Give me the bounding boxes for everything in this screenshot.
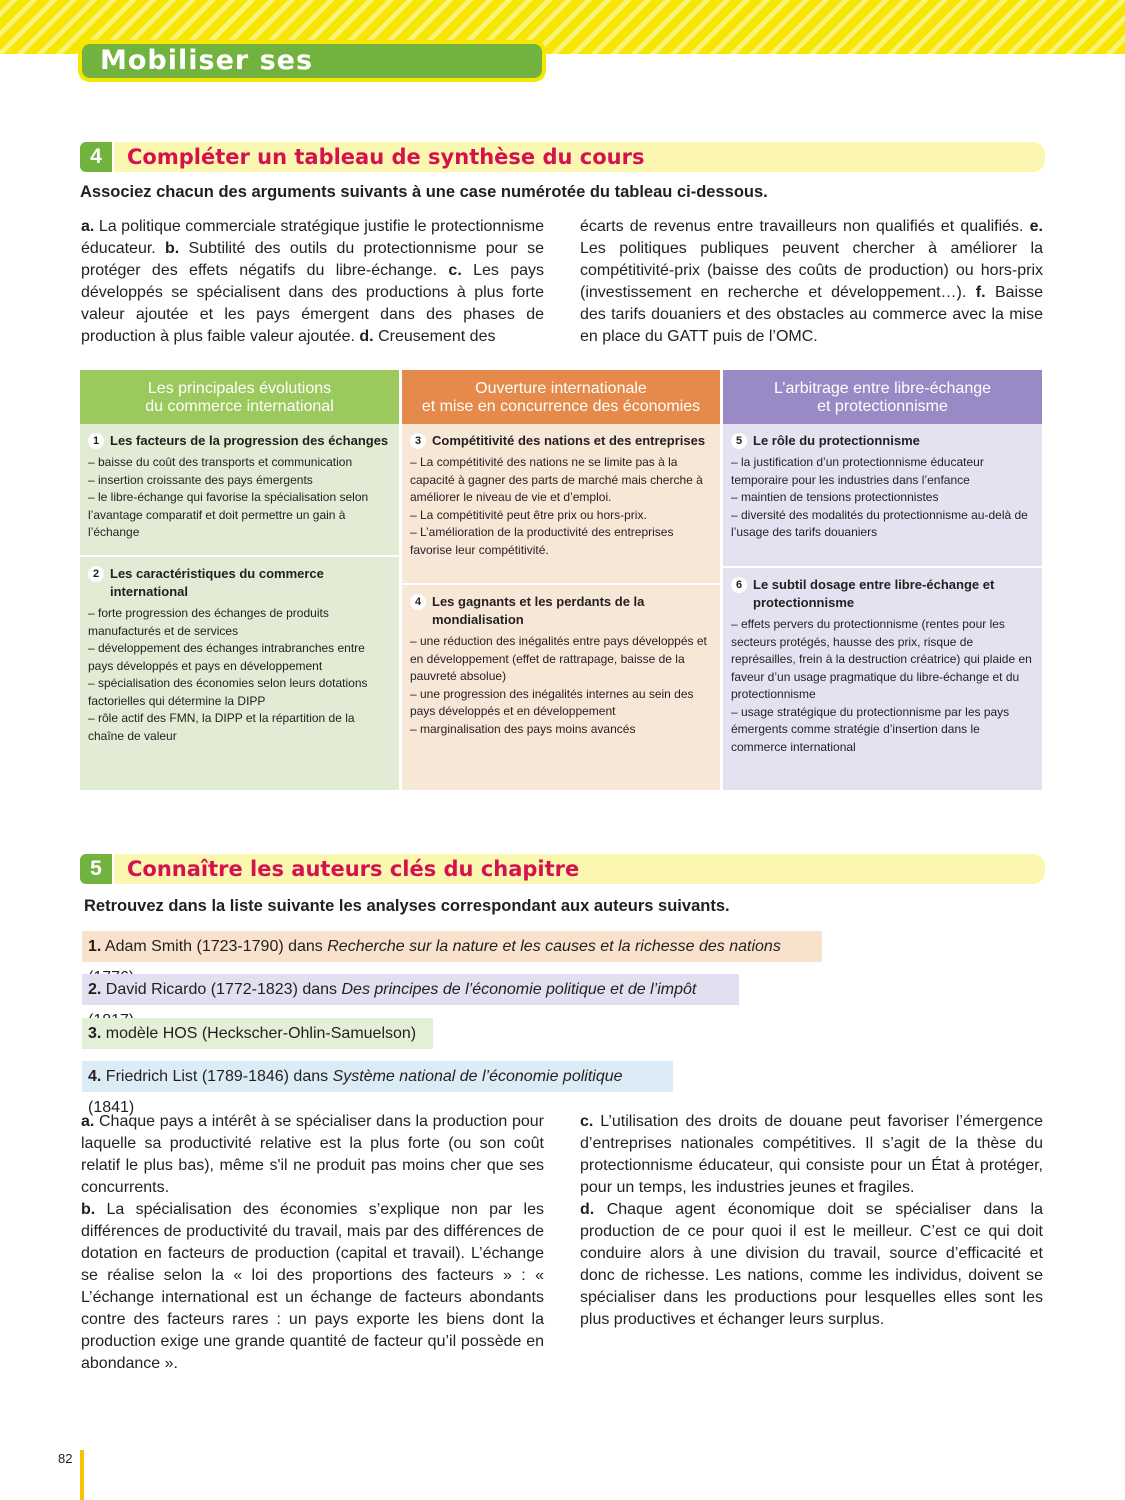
arg-b-text: Subtilité des outils du protectionnisme pour se protéger des effets négatifs du libre-échange. xyxy=(81,240,544,279)
section-4-title: Compléter un tableau de synthèse du cours xyxy=(127,145,645,169)
table-cell-1 xyxy=(80,424,399,542)
section-4-instruction: Associez chacun des arguments suivants à une case numérotée du tableau ci-dessous. xyxy=(80,183,768,201)
section-4-header xyxy=(80,142,1045,172)
cell-body-line: – La compétitivité des nations ne se limite pas à la capacité à gagner des parts de marché mais cherche à améliorer le niveau de vie et d’emploi. xyxy=(410,455,703,504)
analysis-letter: b. xyxy=(81,1201,96,1218)
analysis-text: Chaque agent économique doit se spécialiser dans la production de ce pour quoi il est le meilleur. C’est ce qui doit conduire alors à une division du travail, source d’efficacité et donc de richesse. Les nations, comme les individus, doivent se spécialiser dans les productions pour lesquelles elles sont les plus productives et échanger leurs surplus. xyxy=(580,1201,1043,1328)
cell-body xyxy=(410,633,712,738)
cell-body-line: – effets pervers du protectionnisme (rentes pour les secteurs protégés, hausse des prix, risque de représailles, frein à la destruction créatrice) qui plaide en faveur d’un usage pragmatique du libre-échange et du protectionnisme xyxy=(731,617,1032,701)
cell-body-line: – marginalisation des pays moins avancés xyxy=(410,721,636,736)
cell-body-line: – insertion croissante des pays émergents xyxy=(88,472,313,487)
cell-body-line: – baisse du coût des transports et communication xyxy=(88,455,353,469)
cell-body xyxy=(410,454,712,559)
cell-number-badge: 1 xyxy=(88,433,104,449)
column-header xyxy=(402,370,720,424)
column-header-line: L’arbitrage entre libre-échange xyxy=(773,380,992,397)
author-number: 4. xyxy=(88,1068,102,1085)
page-title: Mobiliser ses connaissances xyxy=(78,40,546,82)
cell-body-line: – La compétitivité peut être prix ou hors-prix. xyxy=(410,507,647,522)
analysis-text: La spécialisation des économies s’explique non par les différences de productivité du travail, mais par des différences de dotation en facteurs de production (capital et travail). L’échange se réalise selon la « loi des proportions des facteurs » : « L’échange international est un échange de facteurs abondants contre des facteurs rares : un pays exporte les biens dont la production exige une grande quantité de facteur qu’il possède en abondance ». xyxy=(81,1201,544,1372)
table-column-arbitrage xyxy=(723,370,1042,790)
author-name: David Ricardo (1772-1823) dans xyxy=(101,981,342,998)
cell-body-line: – rôle actif des FMN, la DIPP et la répartition de la chaîne de valeur xyxy=(88,711,355,743)
cell-number-badge: 6 xyxy=(731,577,747,593)
synthesis-table xyxy=(80,370,1042,790)
column-header xyxy=(80,370,399,424)
arg-a-letter: a. xyxy=(81,218,95,235)
section-5-number: 5 xyxy=(80,854,112,884)
cell-number-badge: 3 xyxy=(410,433,426,449)
column-header-line: Les principales évolutions xyxy=(147,380,332,397)
cell-title-text: Les gagnants et les perdants de la mondialisation xyxy=(432,594,645,627)
author-item xyxy=(82,1061,673,1116)
column-header-line: du commerce international xyxy=(145,398,334,415)
arg-f-text: Baisse des tarifs douaniers et des obstacles au commerce avec la mise en place du GATT puis de l’OMC. xyxy=(580,284,1043,345)
cell-body-line: – usage stratégique du protectionnisme par les pays émergents comme stratégie d’insertion dans le commerce international xyxy=(731,704,1010,754)
table-column-evolutions xyxy=(80,370,399,790)
cell-body-line: – diversité des modalités du protectionnisme au-delà de l’usage des tarifs douaniers xyxy=(731,507,1028,539)
cell-body-line: – forte progression des échanges de produits manufacturés et de services xyxy=(88,606,329,638)
cell-title-text: Les facteurs de la progression des échanges xyxy=(110,433,389,448)
section-4-left-text xyxy=(81,216,544,348)
author-number: 1. xyxy=(88,938,102,955)
cell-body-line: – une réduction des inégalités entre pays développés et en développement (effet de rattrapage, baisse de la pauvreté absolue) xyxy=(410,634,707,683)
table-column-ouverture xyxy=(402,370,720,790)
cell-title-text: Compétitivité des nations et des entreprises xyxy=(432,433,706,448)
cell-title xyxy=(410,432,712,450)
analysis-d xyxy=(580,1199,1043,1331)
section-5-header xyxy=(80,854,1045,884)
section-5-title: Connaître les auteurs clés du chapitre xyxy=(127,857,580,881)
arg-c-text: Les pays développés se spécialisent dans des productions à plus forte valeur ajoutée et les pays émergent dans des phases de production à plus faible valeur ajoutée. xyxy=(81,262,545,345)
cell-number-badge: 4 xyxy=(410,594,426,610)
page-number-bar xyxy=(80,1450,84,1500)
cell-title-text: Les caractéristiques du commerce international xyxy=(110,566,324,599)
section-5-right-text xyxy=(580,1111,1043,1331)
author-work: Recherche sur la nature et les causes et la richesse des nations xyxy=(327,938,781,955)
cell-body-line: – maintien de tensions protectionnistes xyxy=(731,490,939,504)
table-cell-6 xyxy=(723,566,1042,756)
analysis-a xyxy=(81,1111,544,1199)
page-number: 82 xyxy=(58,1451,73,1466)
cell-title-text: Le subtil dosage entre libre-échange et protectionnisme xyxy=(753,577,995,610)
analysis-text: Chaque pays a intérêt à se spécialiser dans la production pour laquelle sa productivité relative est la plus forte (ou son coût relatif le plus bas), même s'il ne produit pas moins cher que ses concurrents. xyxy=(81,1113,544,1196)
arg-e-letter: e. xyxy=(1029,218,1043,235)
cell-body-line: – la justification d’un protectionnisme éducateur temporaire pour les industries dans l’enfance xyxy=(731,455,984,487)
analysis-letter: d. xyxy=(580,1201,595,1218)
section-5-left-text xyxy=(81,1111,544,1375)
cell-title xyxy=(731,432,1034,450)
author-name: Adam Smith (1723-1790) dans xyxy=(101,938,328,955)
author-item xyxy=(82,931,822,962)
section-4-right-text xyxy=(580,216,1043,348)
author-work: Des principes de l’économie politique et de l’impôt xyxy=(341,981,697,998)
cell-body-line: – développement des échanges intrabranches entre pays développés et pays en développement xyxy=(88,641,365,673)
cell-title-text: Le rôle du protectionnisme xyxy=(753,433,920,448)
cell-title xyxy=(88,565,391,601)
cell-body xyxy=(731,454,1034,542)
cell-body-line: – L’amélioration de la productivité des entreprises favorise leur compétitivité. xyxy=(410,525,674,557)
analysis-c xyxy=(580,1111,1043,1199)
section-5-instruction: Retrouvez dans la liste suivante les analyses correspondant aux auteurs suivants. xyxy=(84,897,730,915)
cell-body xyxy=(88,605,391,745)
cell-body xyxy=(88,454,391,542)
arg-d-text-end: écarts de revenus entre travailleurs non qualifiés et qualifiés. xyxy=(580,218,1030,235)
cell-number-badge: 2 xyxy=(88,566,104,582)
cell-title xyxy=(88,432,391,450)
column-header-line: et mise en concurrence des économies xyxy=(421,398,701,415)
arg-d-letter: d. xyxy=(359,328,374,345)
section-4-number: 4 xyxy=(80,142,112,172)
cell-body-line: – une progression des inégalités internes au sein des pays développés et en développement xyxy=(410,686,694,718)
arg-f-letter: f. xyxy=(975,284,986,301)
analysis-b xyxy=(81,1199,544,1375)
arg-d-text-start: Creusement des xyxy=(373,328,496,345)
column-header xyxy=(723,370,1042,424)
author-item xyxy=(82,974,739,1005)
arg-a-text: La politique commerciale stratégique justifie le protectionnisme éducateur. xyxy=(81,218,544,257)
author-name: Friedrich List (1789-1846) dans xyxy=(101,1068,333,1085)
cell-body-line: – spécialisation des économies selon leurs dotations factorielles qui détermine la DIPP xyxy=(88,676,368,708)
table-cell-2 xyxy=(80,555,399,745)
cell-title xyxy=(731,576,1034,612)
author-work: Système national de l’économie politique xyxy=(332,1068,623,1085)
author-number: 2. xyxy=(88,981,102,998)
author-name: modèle HOS (Heckscher-Ohlin-Samuelson) xyxy=(101,1025,417,1042)
author-year: (1841) xyxy=(88,1099,135,1116)
cell-title xyxy=(410,593,712,629)
author-item xyxy=(82,1018,433,1049)
analysis-text: L’utilisation des droits de douane peut favoriser l’émergence d’entreprises nationales compétitives. Il s’agit de la thèse du protectionnisme éducateur, qui consiste pour un État à protéger, pour un temps, les industries jeunes et fragiles. xyxy=(580,1113,1043,1196)
cell-number-badge: 5 xyxy=(731,433,747,449)
cell-body xyxy=(731,616,1034,756)
cell-body-line: – le libre-échange qui favorise la spécialisation selon l’avantage comparatif et doit permettre un gain à l’échange xyxy=(88,490,369,539)
analysis-letter: a. xyxy=(81,1113,95,1130)
table-cell-4 xyxy=(402,583,720,738)
table-cell-5 xyxy=(723,424,1042,542)
arg-c-letter: c. xyxy=(448,262,462,279)
column-header-line: Ouverture internationale xyxy=(475,380,647,397)
analysis-letter: c. xyxy=(580,1113,594,1130)
arg-e-text: Les politiques publiques peuvent chercher à améliorer la compétitivité-prix (baisse des coûts de production) ou hors-prix (investissement en recherche et développement…). xyxy=(580,240,1043,301)
arg-b-letter: b. xyxy=(165,240,180,257)
author-number: 3. xyxy=(88,1025,102,1042)
table-cell-3 xyxy=(402,424,720,559)
column-header-line: et protectionnisme xyxy=(817,398,948,415)
